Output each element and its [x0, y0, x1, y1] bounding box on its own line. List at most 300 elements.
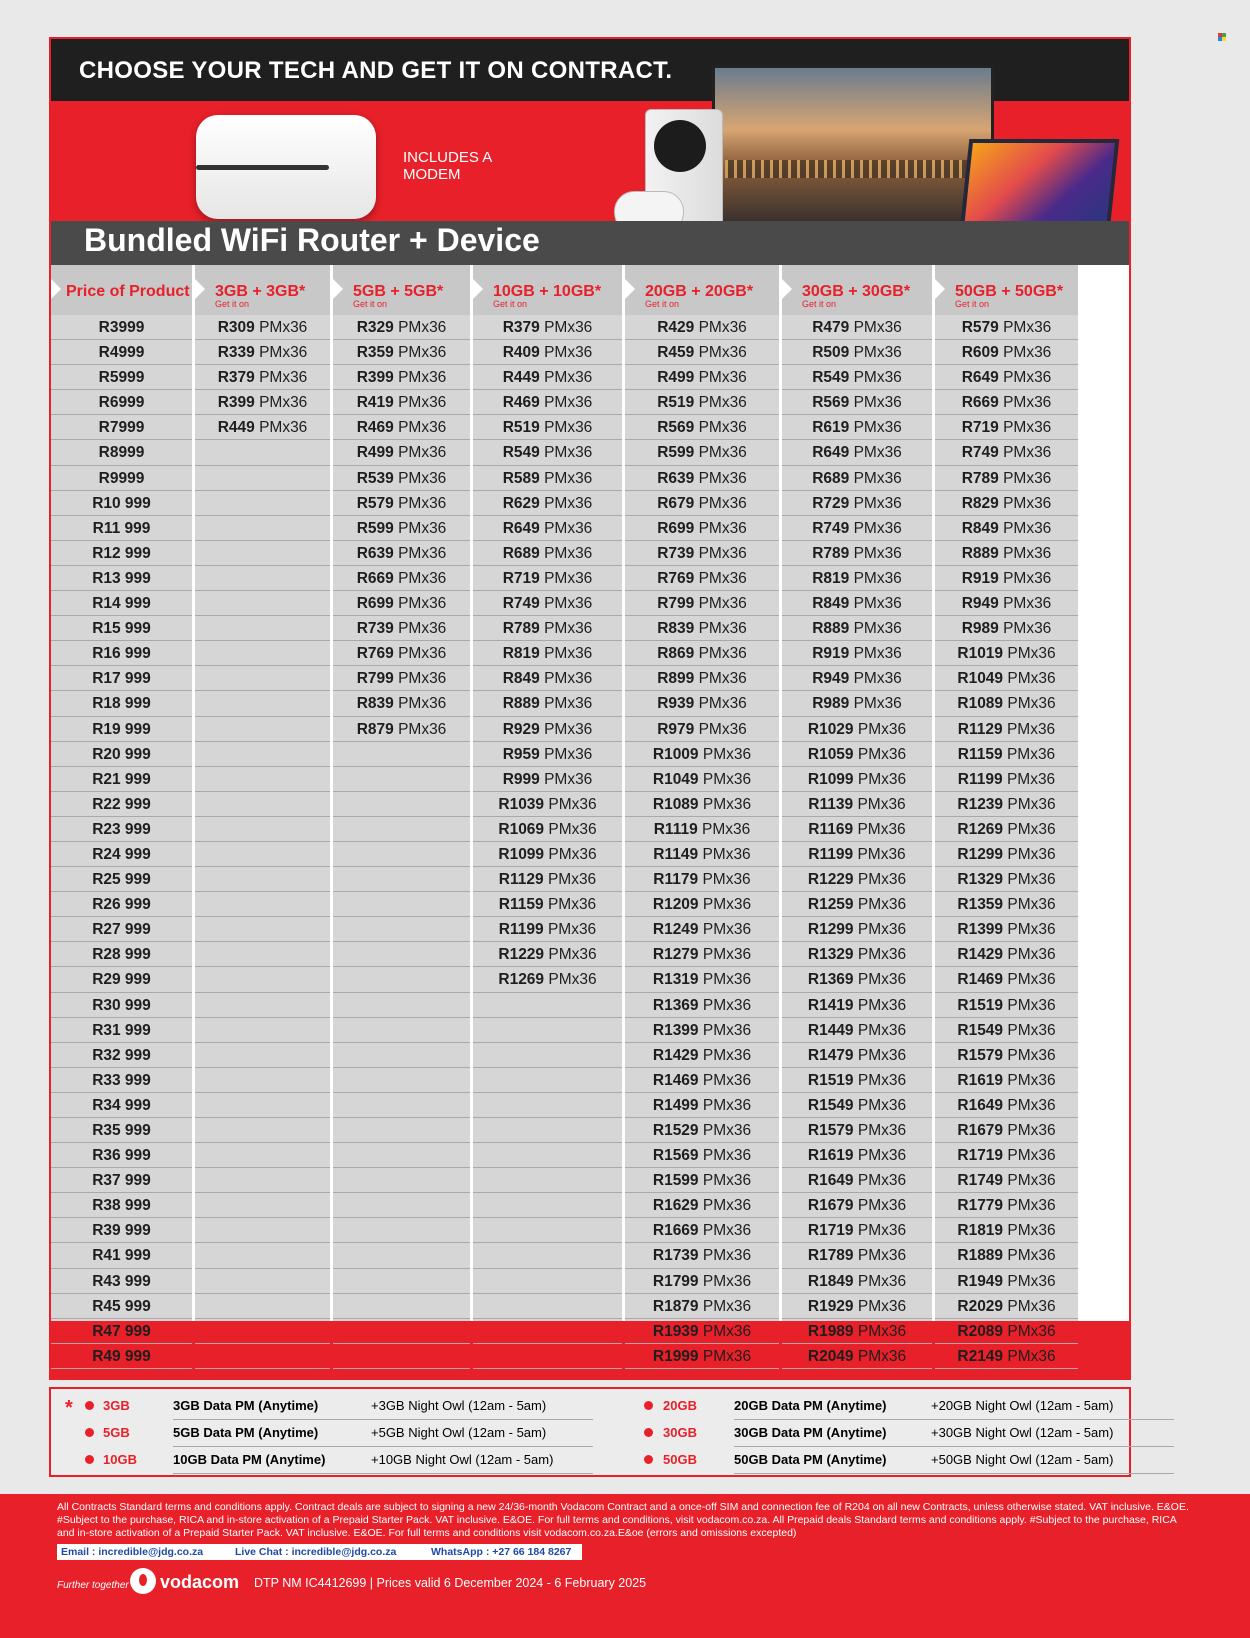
monthly-price: [935, 942, 1078, 967]
legend-night-owl: +5GB Night Owl (12am - 5am): [371, 1425, 547, 1440]
monthly-price: [625, 641, 779, 666]
legend-description: 30GB Data PM (Anytime): [734, 1425, 887, 1440]
term-suffix: PMx36: [1007, 1347, 1056, 1365]
term-suffix: PMx36: [857, 896, 907, 914]
product-price: R29 999: [51, 967, 192, 992]
legend-code: 30GB: [663, 1425, 697, 1440]
term-suffix: PMx36: [857, 1347, 907, 1365]
monthly-amount: R669: [961, 394, 999, 412]
monthly-amount: R1429: [957, 946, 1004, 964]
term-suffix: PMx36: [857, 1046, 907, 1064]
monthly-price: [473, 315, 622, 340]
product-price: R24 999: [51, 842, 192, 867]
monthly-price: [195, 691, 330, 716]
monthly-price: [935, 466, 1078, 491]
monthly-amount: R1479: [807, 1046, 854, 1064]
monthly-amount: R1089: [652, 795, 699, 813]
monthly-price: [333, 516, 470, 541]
term-suffix: PMx36: [702, 1071, 752, 1089]
legend-description: 20GB Data PM (Anytime): [734, 1398, 887, 1413]
term-suffix: PMx36: [544, 544, 593, 562]
legend-description: 10GB Data PM (Anytime): [173, 1452, 326, 1467]
monthly-amount: R749: [812, 519, 850, 537]
term-suffix: PMx36: [698, 444, 747, 462]
monthly-price: [333, 817, 470, 842]
monthly-price: [935, 1193, 1078, 1218]
column-header: [625, 265, 779, 315]
term-suffix: PMx36: [853, 394, 902, 412]
monthly-price: [195, 742, 330, 767]
monthly-amount: R679: [657, 494, 695, 512]
term-suffix: PMx36: [398, 544, 447, 562]
monthly-price: [935, 1043, 1078, 1068]
monthly-amount: R1619: [807, 1147, 854, 1165]
monthly-amount: R889: [961, 544, 999, 562]
monthly-price: [195, 1043, 330, 1068]
term-suffix: PMx36: [1007, 996, 1056, 1014]
monthly-amount: R1719: [807, 1222, 854, 1240]
monthly-price: [195, 616, 330, 641]
product-price: R28 999: [51, 942, 192, 967]
monthly-amount: R929: [502, 720, 540, 738]
bundle-title: Bundled WiFi Router + Device: [84, 222, 540, 258]
monthly-price: [935, 1093, 1078, 1118]
legend-divider: [173, 1473, 593, 1474]
term-suffix: PMx36: [1006, 745, 1056, 763]
monthly-price: [782, 466, 932, 491]
monthly-price: [195, 917, 330, 942]
monthly-price: [782, 491, 932, 516]
monthly-price: [333, 1043, 470, 1068]
term-suffix: PMx36: [544, 519, 593, 537]
legend-code: 50GB: [663, 1452, 697, 1467]
header-arrow-icon: [195, 279, 205, 299]
term-suffix: PMx36: [1007, 871, 1056, 889]
monthly-price: [473, 365, 622, 390]
monthly-price: [473, 415, 622, 440]
term-suffix: PMx36: [857, 1297, 907, 1315]
monthly-price: [195, 1168, 330, 1193]
product-price: R15 999: [51, 616, 192, 641]
monthly-amount: R839: [657, 620, 695, 638]
term-suffix: PMx36: [702, 1046, 752, 1064]
monthly-price: [195, 390, 330, 415]
column-title: 3GB + 3GB*: [215, 283, 306, 300]
monthly-price: [782, 616, 932, 641]
monthly-amount: R499: [356, 444, 394, 462]
monthly-price: [473, 1294, 622, 1319]
monthly-price: [473, 691, 622, 716]
legend-bullet-icon: [644, 1401, 653, 1410]
term-suffix: PMx36: [547, 896, 597, 914]
monthly-price: [195, 315, 330, 340]
term-suffix: PMx36: [702, 1297, 752, 1315]
monthly-amount: R1209: [652, 896, 699, 914]
term-suffix: PMx36: [702, 1347, 752, 1365]
monthly-amount: R1099: [498, 845, 545, 863]
product-price: R37 999: [51, 1168, 192, 1193]
pricing-table: [51, 265, 1129, 1365]
legend-divider: [173, 1419, 593, 1420]
monthly-amount: R1469: [957, 971, 1004, 989]
monthly-price: [935, 566, 1078, 591]
term-suffix: PMx36: [698, 394, 747, 412]
monthly-amount: R1939: [652, 1322, 699, 1340]
monthly-price: [782, 942, 932, 967]
monthly-price: [195, 993, 330, 1018]
monthly-price: [625, 666, 779, 691]
header-arrow-icon: [51, 279, 61, 299]
monthly-price: [782, 1043, 932, 1068]
modem-image: [196, 115, 376, 219]
monthly-price: [625, 1068, 779, 1093]
monthly-amount: R649: [812, 444, 850, 462]
term-suffix: PMx36: [1003, 494, 1052, 512]
column-subtitle: Get it on: [955, 299, 990, 309]
table-column: [330, 265, 470, 1321]
term-suffix: PMx36: [398, 494, 447, 512]
term-suffix: PMx36: [1007, 695, 1056, 713]
term-suffix: PMx36: [1007, 971, 1056, 989]
product-price: R39 999: [51, 1218, 192, 1243]
monthly-price: [625, 792, 779, 817]
term-suffix: PMx36: [857, 1222, 907, 1240]
monthly-amount: R499: [657, 369, 695, 387]
term-suffix: PMx36: [702, 1021, 752, 1039]
monthly-price: [935, 1319, 1078, 1344]
term-suffix: PMx36: [702, 971, 752, 989]
term-suffix: PMx36: [1007, 645, 1056, 663]
monthly-amount: R2029: [957, 1297, 1004, 1315]
monthly-price: [195, 967, 330, 992]
monthly-amount: R2049: [807, 1347, 854, 1365]
product-price: R45 999: [51, 1294, 192, 1319]
monthly-price: [473, 842, 622, 867]
term-suffix: PMx36: [544, 720, 593, 738]
term-suffix: PMx36: [398, 569, 447, 587]
monthly-price: [195, 1269, 330, 1294]
term-suffix: PMx36: [857, 946, 907, 964]
term-suffix: PMx36: [544, 394, 593, 412]
monthly-price: [625, 1168, 779, 1193]
monthly-price: [625, 315, 779, 340]
monthly-amount: R1099: [807, 770, 854, 788]
monthly-amount: R889: [502, 695, 540, 713]
monthly-price: [935, 641, 1078, 666]
term-suffix: PMx36: [702, 1322, 752, 1340]
monthly-price: [333, 641, 470, 666]
table-column: [192, 265, 330, 1321]
legend-night-owl: +20GB Night Owl (12am - 5am): [931, 1398, 1114, 1413]
monthly-amount: R1329: [807, 946, 854, 964]
monthly-price: [333, 591, 470, 616]
monthly-amount: R1619: [957, 1071, 1004, 1089]
monthly-price: [333, 491, 470, 516]
term-suffix: PMx36: [544, 419, 593, 437]
monthly-amount: R309: [217, 319, 255, 336]
monthly-price: [195, 415, 330, 440]
monthly-price: [473, 666, 622, 691]
monthly-amount: R1469: [652, 1071, 699, 1089]
term-suffix: PMx36: [398, 419, 447, 437]
monthly-price: [625, 842, 779, 867]
monthly-amount: R639: [657, 469, 695, 487]
column-title: 10GB + 10GB*: [493, 283, 602, 300]
term-suffix: PMx36: [853, 645, 902, 663]
monthly-amount: R1849: [807, 1272, 854, 1290]
monthly-amount: R1719: [957, 1147, 1004, 1165]
monthly-amount: R899: [657, 670, 695, 688]
monthly-price: [935, 917, 1078, 942]
monthly-price: [333, 742, 470, 767]
monthly-amount: R949: [961, 595, 999, 613]
term-suffix: PMx36: [1007, 1272, 1056, 1290]
monthly-price: [782, 541, 932, 566]
monthly-price: [473, 1344, 622, 1369]
monthly-price: [625, 616, 779, 641]
monthly-amount: R409: [502, 344, 540, 362]
monthly-price: [625, 1269, 779, 1294]
term-suffix: PMx36: [702, 820, 751, 838]
monthly-amount: R589: [502, 469, 540, 487]
product-price: R12 999: [51, 541, 192, 566]
monthly-amount: R1399: [957, 921, 1004, 939]
monthly-price: [625, 717, 779, 742]
monthly-price: [195, 1319, 330, 1344]
column-subtitle: Get it on: [645, 299, 680, 309]
term-suffix: PMx36: [1007, 845, 1056, 863]
footer: [0, 1494, 1250, 1638]
monthly-amount: R699: [356, 595, 394, 613]
monthly-amount: R1239: [957, 795, 1004, 813]
live-chat-link[interactable]: Live Chat : incredible@jdg.co.za: [235, 1546, 397, 1558]
monthly-amount: R1159: [498, 896, 544, 914]
app-logo-icon: [1218, 33, 1226, 41]
monthly-amount: R1229: [807, 871, 854, 889]
monthly-amount: R889: [812, 620, 850, 638]
monthly-amount: R1369: [652, 996, 699, 1014]
term-suffix: PMx36: [398, 469, 447, 487]
monthly-amount: R419: [356, 394, 394, 412]
monthly-amount: R1649: [807, 1172, 854, 1190]
product-price: R43 999: [51, 1269, 192, 1294]
header-arrow-icon: [625, 279, 635, 299]
monthly-price: [473, 466, 622, 491]
term-suffix: PMx36: [544, 620, 593, 638]
term-suffix: PMx36: [1007, 1071, 1056, 1089]
term-suffix: PMx36: [547, 871, 597, 889]
monthly-price: [935, 767, 1078, 792]
column-header: [195, 265, 330, 315]
header-arrow-icon: [782, 279, 792, 299]
term-suffix: PMx36: [853, 419, 902, 437]
monthly-price: [195, 340, 330, 365]
monthly-price: [333, 767, 470, 792]
monthly-amount: R1789: [807, 1247, 854, 1265]
term-suffix: PMx36: [857, 1197, 907, 1215]
tagline: Further together: [57, 1580, 129, 1591]
monthly-price: [195, 1018, 330, 1043]
monthly-amount: R1879: [652, 1297, 699, 1315]
term-suffix: PMx36: [1003, 595, 1052, 613]
term-suffix: PMx36: [857, 1172, 907, 1190]
term-suffix: PMx36: [259, 369, 308, 387]
monthly-price: [625, 691, 779, 716]
monthly-price: [782, 817, 932, 842]
product-price: R36 999: [51, 1143, 192, 1168]
monthly-amount: R1129: [957, 720, 1003, 738]
monthly-price: [333, 466, 470, 491]
monthly-price: [782, 917, 932, 942]
monthly-price: [473, 967, 622, 992]
term-suffix: PMx36: [398, 695, 447, 713]
term-suffix: PMx36: [857, 1071, 907, 1089]
column-subtitle: Get it on: [493, 299, 528, 309]
monthly-price: [473, 1143, 622, 1168]
term-suffix: PMx36: [857, 820, 906, 838]
monthly-price: [935, 315, 1078, 340]
monthly-price: [935, 616, 1078, 641]
monthly-price: [473, 591, 622, 616]
product-price: R47 999: [51, 1319, 192, 1344]
monthly-amount: R789: [961, 469, 999, 487]
monthly-price: [782, 1193, 932, 1218]
term-suffix: PMx36: [1003, 319, 1052, 336]
legend-description: 50GB Data PM (Anytime): [734, 1452, 887, 1467]
term-suffix: PMx36: [702, 946, 752, 964]
email-link[interactable]: Email : incredible@jdg.co.za: [61, 1546, 204, 1558]
term-suffix: PMx36: [853, 519, 902, 537]
monthly-price: [195, 1193, 330, 1218]
monthly-amount: R519: [502, 419, 540, 437]
monthly-amount: R569: [812, 394, 850, 412]
term-suffix: PMx36: [853, 444, 902, 462]
monthly-price: [782, 1269, 932, 1294]
column-subtitle: Get it on: [802, 299, 837, 309]
monthly-amount: R339: [217, 344, 255, 362]
monthly-price: [333, 666, 470, 691]
monthly-price: [935, 591, 1078, 616]
term-suffix: PMx36: [548, 795, 597, 813]
monthly-amount: R849: [812, 595, 850, 613]
monthly-amount: R1149: [653, 845, 699, 863]
term-suffix: PMx36: [698, 595, 747, 613]
monthly-amount: R619: [812, 419, 850, 437]
monthly-amount: R739: [356, 620, 394, 638]
monthly-price: [333, 1168, 470, 1193]
column-title: 5GB + 5GB*: [353, 283, 444, 300]
term-suffix: PMx36: [702, 921, 752, 939]
product-price: R10 999: [51, 491, 192, 516]
monthly-amount: R1419: [807, 996, 854, 1014]
monthly-price: [782, 1218, 932, 1243]
monthly-price: [625, 1243, 779, 1268]
term-suffix: PMx36: [398, 720, 447, 738]
monthly-price: [195, 1068, 330, 1093]
term-suffix: PMx36: [853, 595, 902, 613]
product-price: R5999: [51, 365, 192, 390]
term-suffix: PMx36: [544, 494, 593, 512]
monthly-amount: R1929: [807, 1297, 854, 1315]
monthly-price: [935, 717, 1078, 742]
monthly-price: [473, 817, 622, 842]
monthly-price: [473, 892, 622, 917]
monthly-amount: R919: [812, 645, 850, 663]
term-suffix: PMx36: [1007, 1322, 1056, 1340]
term-suffix: PMx36: [1003, 519, 1052, 537]
product-price: R23 999: [51, 817, 192, 842]
monthly-amount: R1049: [652, 770, 699, 788]
monthly-price: [935, 993, 1078, 1018]
monthly-amount: R519: [657, 394, 695, 412]
monthly-price: [195, 1143, 330, 1168]
monthly-price: [333, 917, 470, 942]
monthly-amount: R1779: [957, 1197, 1004, 1215]
legend-bullet-icon: [644, 1428, 653, 1437]
monthly-amount: R1199: [808, 845, 854, 863]
monthly-price: [625, 1043, 779, 1068]
monthly-price: [333, 440, 470, 465]
monthly-price: [935, 440, 1078, 465]
term-suffix: PMx36: [544, 469, 593, 487]
term-suffix: PMx36: [548, 845, 597, 863]
monthly-amount: R789: [812, 544, 850, 562]
product-price: R17 999: [51, 666, 192, 691]
product-price: R14 999: [51, 591, 192, 616]
term-suffix: PMx36: [1007, 946, 1056, 964]
monthly-amount: R599: [356, 519, 394, 537]
header-arrow-icon: [473, 279, 483, 299]
monthly-price: [625, 1093, 779, 1118]
monthly-amount: R459: [657, 344, 695, 362]
monthly-price: [782, 742, 932, 767]
monthly-amount: R1579: [957, 1046, 1004, 1064]
monthly-amount: R819: [502, 645, 540, 663]
product-price: R3999: [51, 315, 192, 340]
monthly-price: [625, 993, 779, 1018]
monthly-amount: R1569: [652, 1147, 699, 1165]
monthly-price: [333, 842, 470, 867]
monthly-amount: R849: [502, 670, 540, 688]
monthly-price: [333, 1018, 470, 1043]
monthly-price: [935, 365, 1078, 390]
monthly-price: [625, 365, 779, 390]
term-suffix: PMx36: [702, 1197, 752, 1215]
monthly-amount: R1889: [957, 1247, 1004, 1265]
monthly-price: [782, 1118, 932, 1143]
product-price: R16 999: [51, 641, 192, 666]
monthly-amount: R1049: [957, 670, 1004, 688]
term-suffix: PMx36: [544, 369, 593, 387]
term-suffix: PMx36: [1007, 1147, 1056, 1165]
monthly-price: [473, 1118, 622, 1143]
monthly-price: [473, 742, 622, 767]
monthly-price: [782, 1093, 932, 1118]
monthly-price: [195, 1294, 330, 1319]
term-suffix: PMx36: [698, 569, 747, 587]
term-suffix: PMx36: [698, 319, 747, 336]
monthly-price: [625, 390, 779, 415]
monthly-amount: R1069: [498, 820, 545, 838]
monthly-price: [625, 1193, 779, 1218]
monthly-price: [782, 1018, 932, 1043]
product-price: R9999: [51, 466, 192, 491]
term-suffix: PMx36: [1007, 820, 1056, 838]
monthly-price: [473, 491, 622, 516]
whatsapp-link[interactable]: WhatsApp : +27 66 184 8267: [431, 1546, 572, 1558]
product-price: R8999: [51, 440, 192, 465]
product-price: R21 999: [51, 767, 192, 792]
